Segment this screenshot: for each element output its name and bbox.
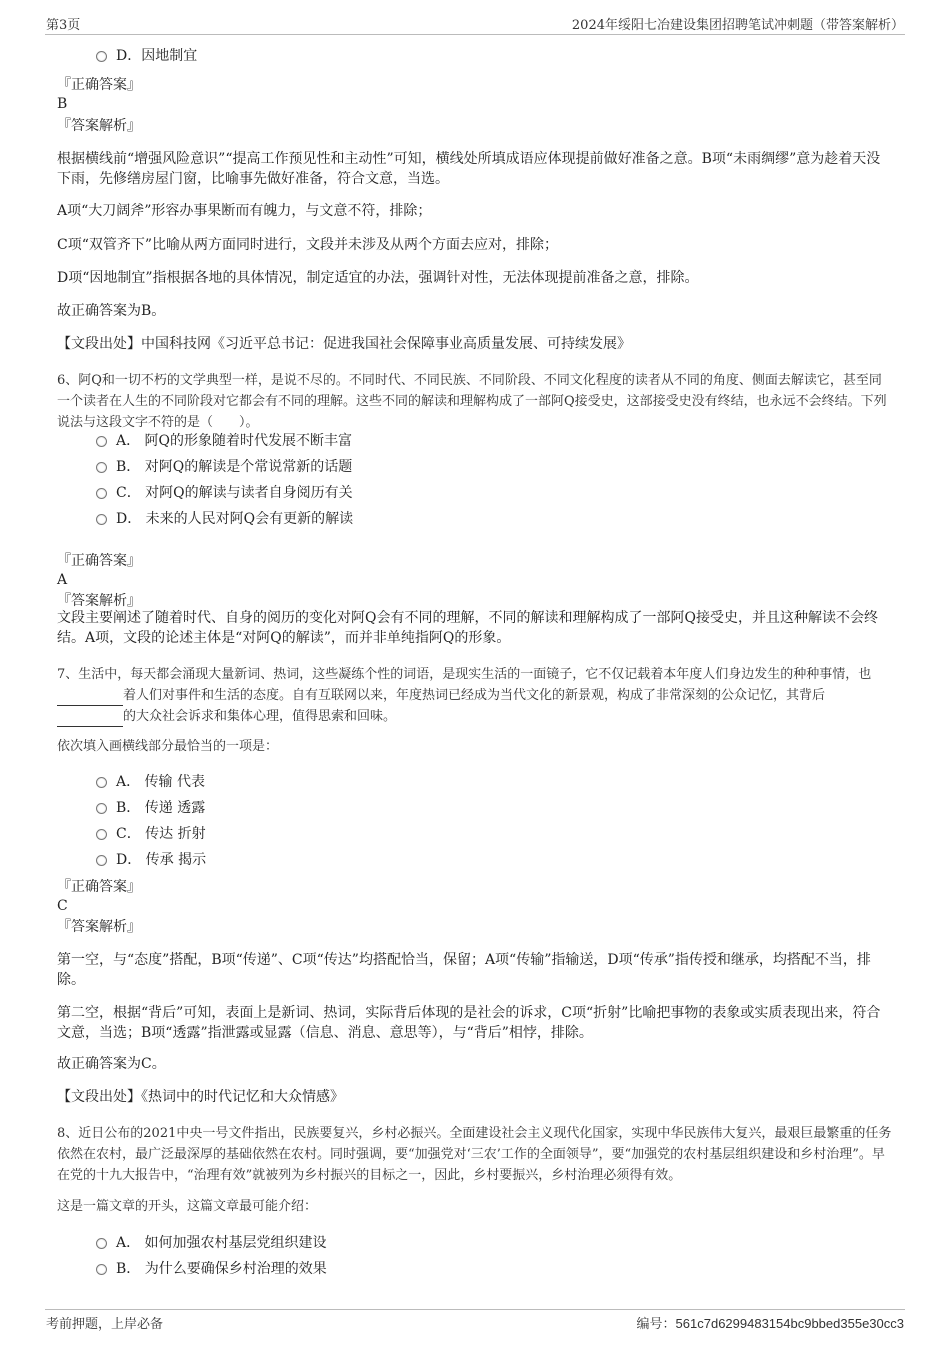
q6-option-a[interactable]: A． 阿Q的形象随着时代发展不断丰富 xyxy=(96,431,352,451)
analysis-label: 『答案解析』 xyxy=(57,118,141,134)
correct-answer-label: 『正确答案』 xyxy=(57,879,141,895)
q7-option-d[interactable]: D． 传承 揭示 xyxy=(96,850,206,870)
q5-source: 【文段出处】中国科技网《习近平总书记：促进我国社会保障事业高质量发展、可持续发展》 xyxy=(57,336,631,352)
correct-answer-label: 『正确答案』 xyxy=(57,553,141,569)
radio-icon[interactable] xyxy=(96,462,107,473)
radio-icon[interactable] xyxy=(96,777,107,788)
q7-option-a[interactable]: A． 传输 代表 xyxy=(96,772,205,792)
q7-option-c[interactable]: C． 传达 折射 xyxy=(96,824,206,844)
q5-analysis-3: C项“双管齐下”比喻从两方面同时进行，文段并未涉及从两个方面去应对，排除； xyxy=(57,237,559,253)
q7-analysis-2: 第二空，根据“背后”可知，表面上是新词、热词，实际背后体现的是社会的诉求，C项“折射”比喻把事物的表象或实质表现出来，符合文意，当选；B项“透露”指泄露或显露（信息、消息、意思等），与“背后”相悖，排除。 xyxy=(57,1005,881,1041)
q8-option-a[interactable]: A． 如何加强农村基层党组织建设 xyxy=(96,1233,327,1253)
radio-icon[interactable] xyxy=(96,829,107,840)
q6-option-c[interactable]: C． 对阿Q的解读与读者自身阅历有关 xyxy=(96,483,353,503)
q8-option-b[interactable]: B． 为什么要确保乡村治理的效果 xyxy=(96,1259,327,1279)
q7-answer: C xyxy=(57,898,68,914)
q7-conclusion: 故正确答案为C。 xyxy=(57,1056,166,1072)
footer-code-value: 561c7d6299483154bc9bbed355e30cc3 xyxy=(675,1316,904,1331)
q8-question: 8、近日公布的2021中央一号文件指出，民族要复兴，乡村必振兴。全面建设社会主义现代化国家，实现中华民族伟大复兴，最艰巨最繁重的任务依然在农村，最广泛最深厚的基础依然在农村。同时强调，要“加强党对‘三农’工作的全面领导”，要“加强党的农村基层组织建设和乡村治理”。早在党的十九大报告中，“治理有效”就被列为乡村振兴的目标之一，因此，乡村要振兴，乡村治理必须得有效。 xyxy=(57,1126,892,1183)
blank-1 xyxy=(57,691,123,706)
q5-analysis-1: 根据横线前“增强风险意识”“提高工作预见性和主动性”可知，横线处所填成语应体现提前做好准备之意。B项“未雨绸缪”意为趁着天没下雨，先修缮房屋门窗，比喻事先做好准备，符合文意，当选。 xyxy=(57,151,881,187)
q7-analysis-1: 第一空，与“态度”搭配，B项“传递”、C项“传达”均搭配恰当，保留；A项“传输”指输送，D项“传承”指传授和继承，均搭配不当，排除。 xyxy=(57,952,871,988)
q6-analysis: 文段主要阐述了随着时代、自身的阅历的变化对阿Q会有不同的理解，不同的解读和理解构成了一部阿Q接受史，并且这种解读不会终结。A项，文段的论述主体是“对阿Q的解读”，而并非单纯指阿Q的形象。 xyxy=(57,610,878,646)
radio-icon[interactable] xyxy=(96,1264,107,1275)
footer-slogan: 考前押题，上岸必备 xyxy=(46,1317,164,1332)
radio-icon[interactable] xyxy=(96,514,107,525)
correct-answer-label: 『正确答案』 xyxy=(57,77,141,93)
q7-prompt: 依次填入画横线部分最恰当的一项是： xyxy=(57,739,279,754)
analysis-label: 『答案解析』 xyxy=(57,593,141,609)
radio-icon[interactable] xyxy=(96,488,107,499)
footer-code xyxy=(637,1313,904,1332)
radio-icon[interactable] xyxy=(96,855,107,866)
radio-icon[interactable] xyxy=(96,803,107,814)
footer-divider xyxy=(45,1309,905,1310)
q6-option-b[interactable]: B． 对阿Q的解读是个常说常新的话题 xyxy=(96,457,352,477)
q8-prompt: 这是一篇文章的开头，这篇文章最可能介绍： xyxy=(57,1199,318,1214)
q6-answer: A xyxy=(57,572,68,588)
q7-option-b[interactable]: B． 传递 透露 xyxy=(96,798,205,818)
page-number: 第3页 xyxy=(46,18,81,33)
analysis-label: 『答案解析』 xyxy=(57,919,141,935)
q5-option-d[interactable]: D．因地制宜 xyxy=(96,46,197,66)
radio-icon[interactable] xyxy=(96,51,107,62)
q5-analysis-2: A项“大刀阔斧”形容办事果断而有魄力，与文意不符，排除； xyxy=(57,203,432,219)
footer-code-label: 编号： xyxy=(636,1317,676,1332)
q5-conclusion: 故正确答案为B。 xyxy=(57,303,166,319)
q6-option-d[interactable]: D． 未来的人民对阿Q会有更新的解读 xyxy=(96,509,353,529)
q7-question: 7、生活中，每天都会涌现大量新词、热词，这些凝练个性的词语，是现实生活的一面镜子，它不仅记载着本年度人们身边发生的种种事情，也 着人们对事件和生活的态度。自有互联网以来，年度热词已经成为当代文化的新景观，构成了非常深刻的公众记忆，其背后 的大众社会诉求和集体心理，值得思索和回味。 xyxy=(57,664,892,727)
document-title: 2024年绥阳七冶建设集团招聘笔试冲刺题（带答案解析） xyxy=(571,18,904,33)
radio-icon[interactable] xyxy=(96,1238,107,1249)
q7-source: 【文段出处】《热词中的时代记忆和大众情感》 xyxy=(57,1089,344,1105)
blank-2 xyxy=(57,712,123,727)
q5-answer: B xyxy=(57,96,68,112)
radio-icon[interactable] xyxy=(96,436,107,447)
q5-analysis-4: D项“因地制宜”指根据各地的具体情况，制定适宜的办法，强调针对性，无法体现提前准备之意，排除。 xyxy=(57,270,699,286)
q6-question: 6、阿Q和一切不朽的文学典型一样，是说不尽的。不同时代、不同民族、不同阶段、不同文化程度的读者从不同的角度、侧面去解读它，甚至同一个读者在人生的不同阶段对它都会有不同的理解。这些不同的解读和理解构成了一部阿Q接受史，这部接受史没有终结，也永远不会终结。下列说法与这段文字不符的是（ ）。 xyxy=(57,373,887,430)
header-divider xyxy=(45,34,905,35)
